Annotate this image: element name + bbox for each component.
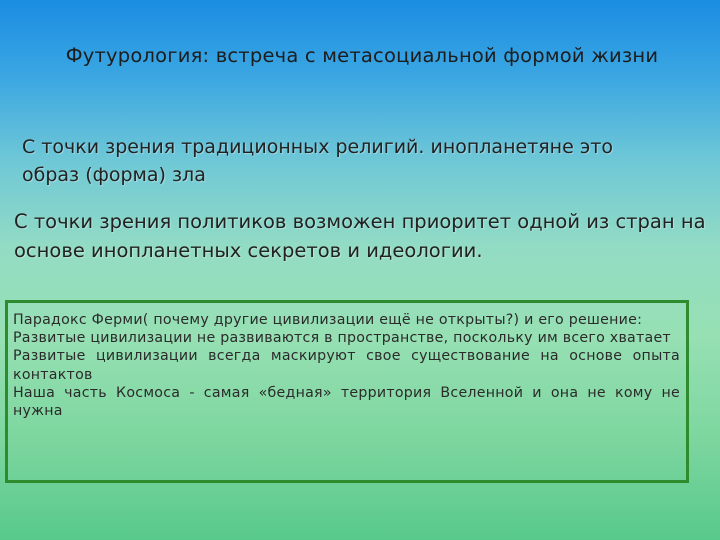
point-traditional-religions: С точки зрения традиционных религий. инопланетяне это образ (форма) зла: [22, 136, 613, 186]
fermi-line-question: Парадокс Ферми( почему другие цивилизации ещё не открыты?) и его решение:: [13, 312, 643, 328]
fermi-line-poor-region: Наша часть Космоса - самая «бедная» территория Вселенной и она не кому не нужна: [13, 384, 680, 420]
fermi-paradox-box: [5, 300, 689, 483]
point-politicians: С точки зрения политиков возможен приоритет одной из стран на основе инопланетных секретов и идеологии.: [14, 210, 706, 262]
slide-title: Футурология: встреча с метасоциальной формой жизни: [65, 44, 659, 67]
fermi-line-no-expansion: Развитые цивилизации не развиваются в пространстве, поскольку им всего хватает: [13, 330, 671, 347]
fermi-line-masking: Развитые цивилизации всегда маскируют свое существование на основе опыта контактов: [13, 348, 680, 383]
